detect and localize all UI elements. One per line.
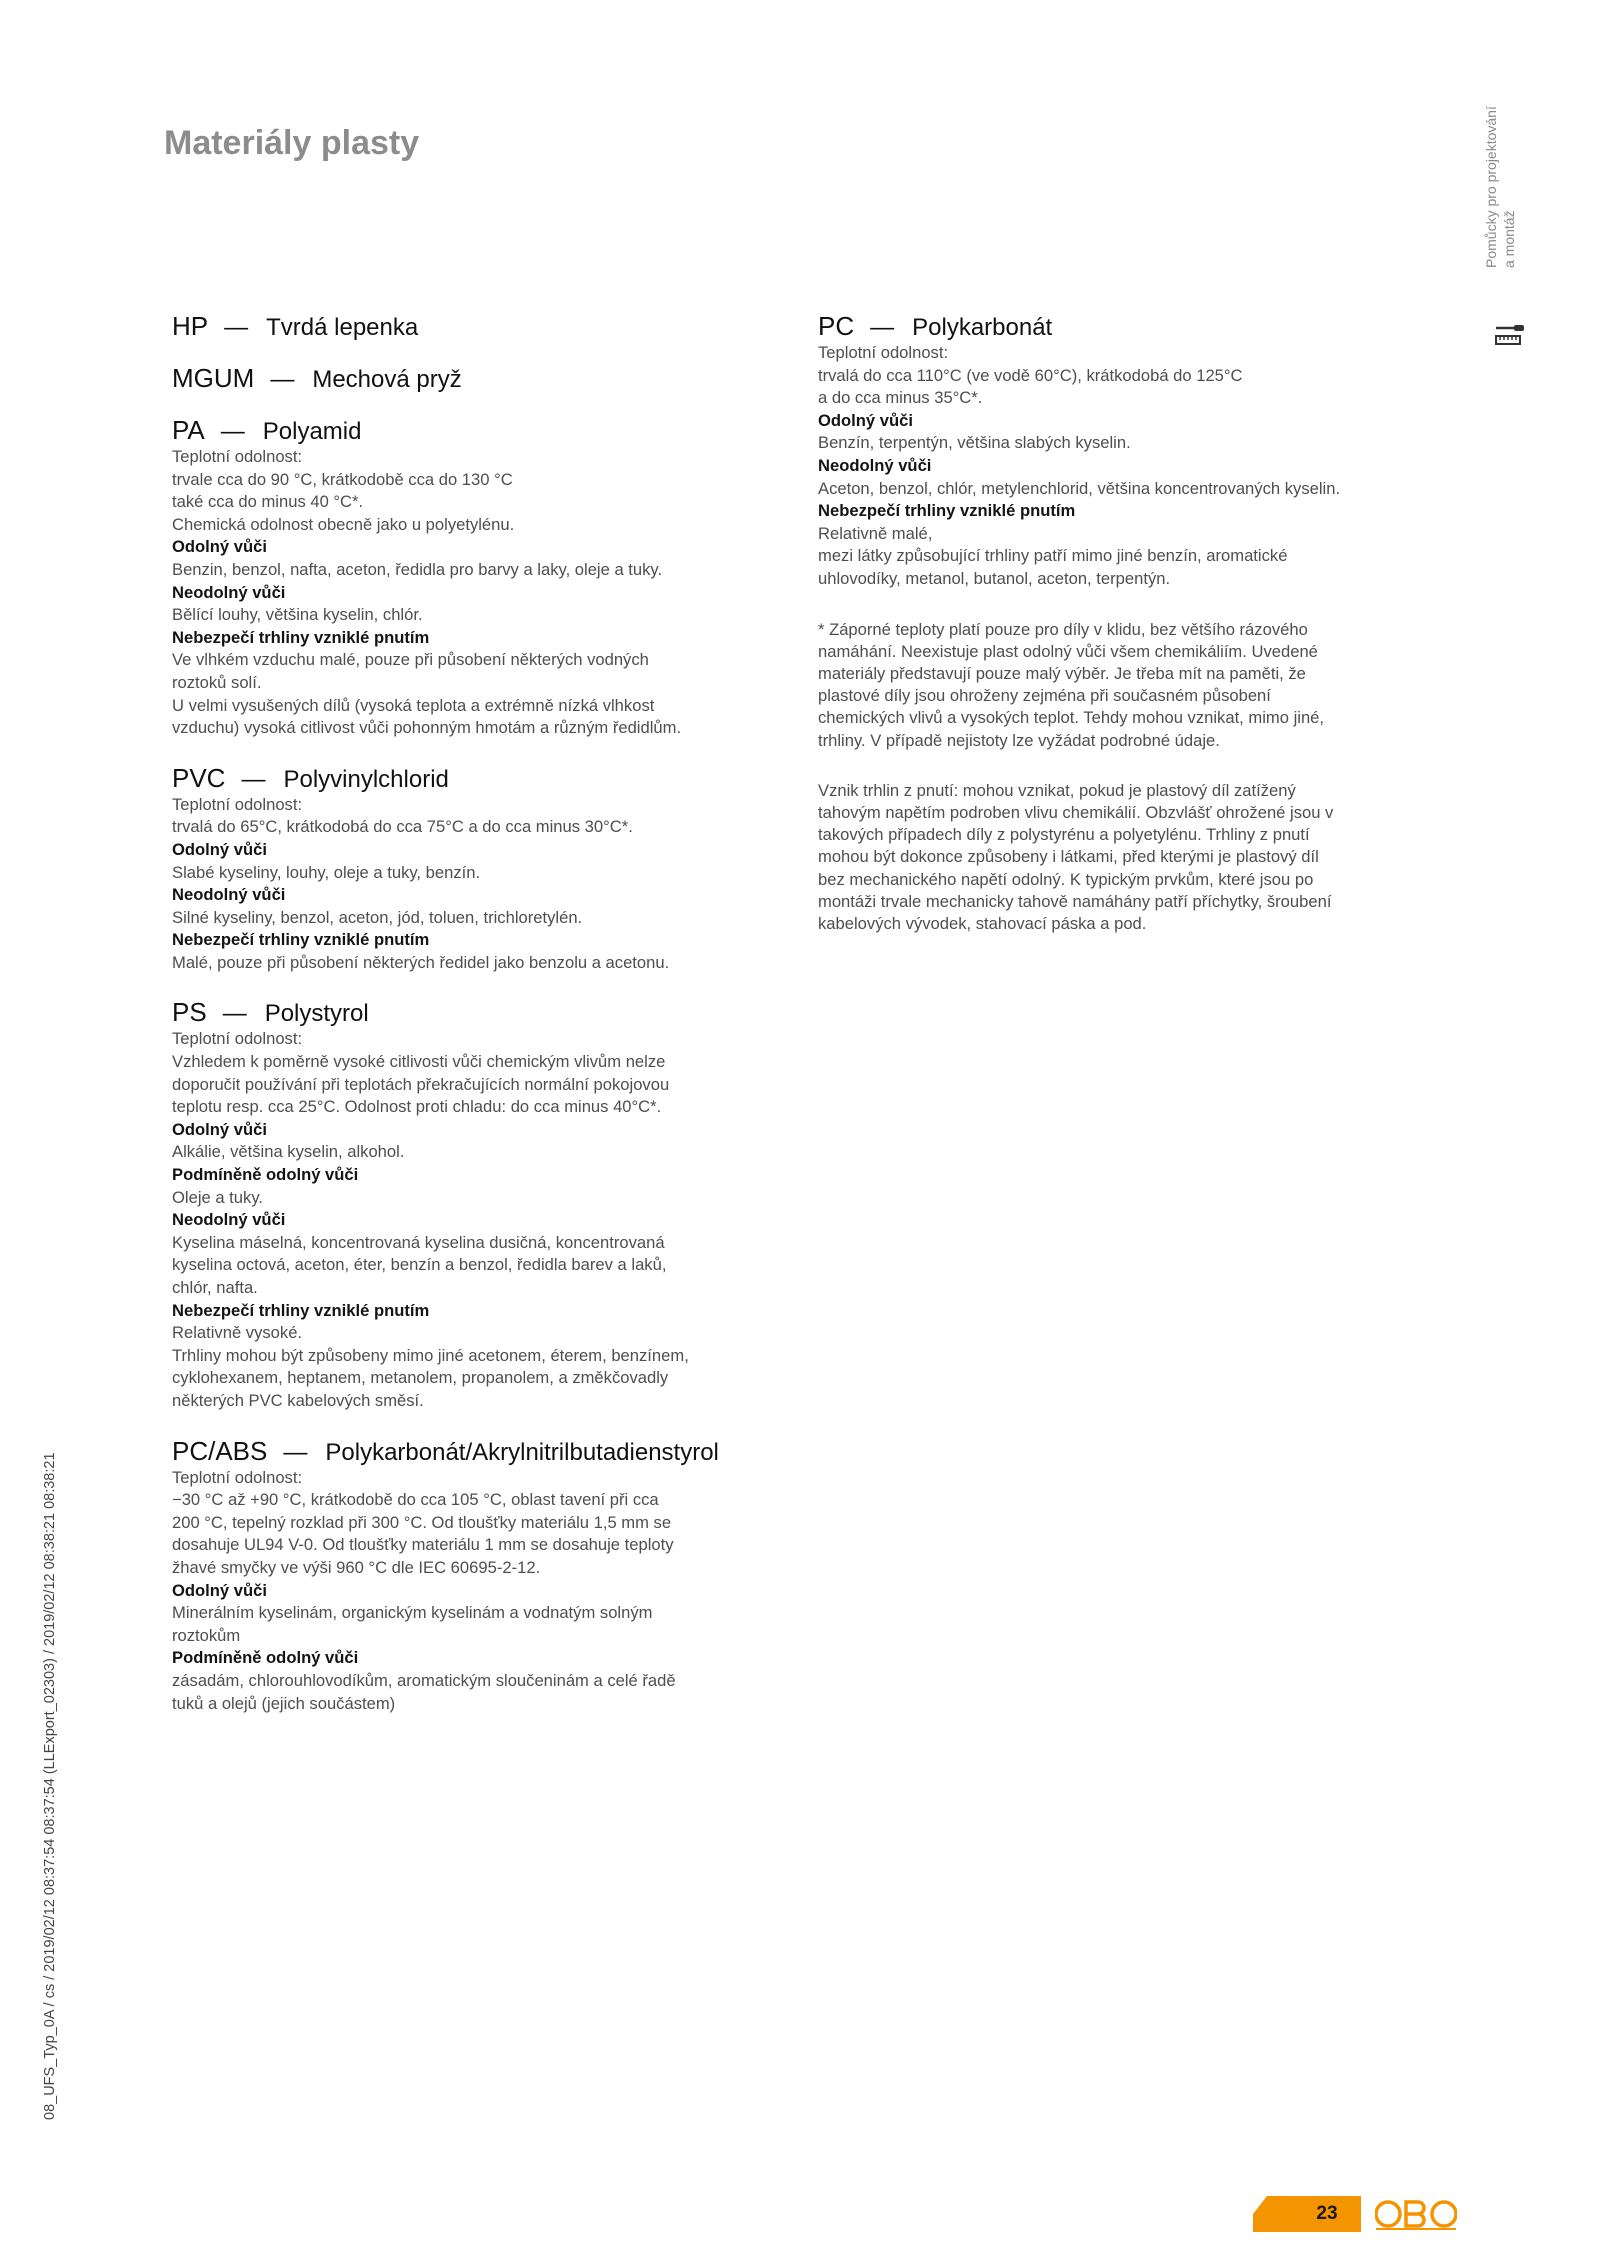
material-heading (818, 312, 1438, 342)
text-line: trvalá do 65°C, krátkodobá do cca 75°C a do cca minus 30°C*. (172, 817, 633, 837)
text-line: Kyselina máselná, koncentrovaná kyselina dusičná, koncentrovaná (172, 1232, 665, 1252)
material-heading (172, 312, 812, 342)
text-line: a do cca minus 35°C*. (818, 388, 983, 408)
material-name: Polyvinylchlorid (283, 765, 449, 793)
subheading: Neodolný vůči (172, 885, 286, 905)
material-section (172, 1437, 812, 1716)
heading-dash: — (224, 314, 249, 341)
text-line: kyselina octová, aceton, éter, benzín a benzol, ředidla barev a laků, (172, 1255, 667, 1275)
subheading: Odolný vůči (172, 1119, 267, 1139)
text-line: 200 °C, tepelný rozklad při 300 °C. Od tloušťky materiálu 1,5 mm se (172, 1512, 672, 1532)
text-line: zásadám, chlorouhlovodíkům, aromatickým sloučeninám a celé řadě (172, 1670, 676, 1690)
note-line: * Záporné teploty platí pouze pro díly v klidu, bez většího rázového (818, 619, 1308, 639)
material-heading (172, 364, 812, 394)
material-section (172, 312, 812, 342)
subheading: Podmíněně odolný vůči (172, 1165, 359, 1185)
material-heading (172, 764, 812, 794)
material-heading (172, 1437, 812, 1467)
left-column (172, 312, 812, 1739)
print-metadata: 08_UFS_Typ_0A / cs / 2019/02/12 08:37:54 08:37:54 (LLExport_02303) / 2019/02/12 08:38:21 08:38:21 (42, 1452, 58, 2120)
note-line: plastové díly jsou ohroženy zejména při současném působení (818, 686, 1271, 706)
material-code: PC (818, 311, 855, 341)
material-heading (172, 998, 812, 1028)
text-line: Benzin, benzol, nafta, aceton, ředidla pro barvy a laky, oleje a tuky. (172, 559, 663, 579)
text-line: Teplotní odolnost: (172, 794, 303, 814)
material-heading (172, 416, 812, 446)
material-name: Polykarbonát (912, 314, 1053, 341)
obo-logo (1375, 2197, 1457, 2231)
text-line: Minerálním kyselinám, organickým kyselinám a vodnatým solným (172, 1603, 653, 1623)
footnote (818, 619, 1438, 752)
text-line: dosahuje UL94 V-0. Od tloušťky materiálu 1 mm se dosahuje teploty (172, 1535, 674, 1555)
heading-dash: — (220, 418, 245, 445)
material-name: Polykarbonát/Akrylnitrilbutadienstyrol (325, 1438, 719, 1466)
screwdriver-ruler-icon (1494, 324, 1530, 352)
text-line: žhavé smyčky ve výši 960 °C dle IEC 60695-2-12. (172, 1557, 541, 1577)
subheading: Odolný vůči (172, 1580, 267, 1600)
material-code: PA (172, 415, 205, 445)
text-line: U velmi vysušených dílů (vysoká teplota a extrémně nízká vlhkost (172, 695, 655, 715)
text-line: uhlovodíky, metanol, butanol, aceton, terpentýn. (818, 568, 1171, 588)
material-section (172, 364, 812, 394)
text-line: mezi látky způsobující trhliny patří mimo jiné benzín, aromatické (818, 546, 1288, 566)
note-line: montáži trvale mechanicky tahově namáhány patří příchytky, šroubení (818, 891, 1332, 911)
text-line: trvale cca do 90 °C, krátkodobě cca do 130 °C (172, 469, 513, 489)
material-section (172, 416, 812, 740)
text-line: Slabé kyseliny, louhy, oleje a tuky, benzín. (172, 862, 481, 882)
text-line: chlór, nafta. (172, 1278, 258, 1297)
subheading: Nebezpečí trhliny vzniklé pnutím (818, 501, 1076, 521)
side-note-line: a montáž (1501, 210, 1517, 268)
note-line: kabelových vývodek, stahovací páska a pod. (818, 913, 1147, 933)
page-number: 23 (1316, 2203, 1338, 2224)
text-line: Teplotní odolnost: (172, 447, 303, 466)
text-line: Aceton, benzol, chlór, metylenchlorid, většina koncentrovaných kyselin. (818, 478, 1341, 498)
subheading: Odolný vůči (172, 839, 267, 859)
note-line: namáhání. Neexistuje plast odolný vůči všem chemikáliím. Uvedené (818, 641, 1318, 661)
text-line: Alkálie, většina kyselin, alkohol. (172, 1142, 405, 1162)
text-line: Benzín, terpentýn, většina slabých kyselin. (818, 433, 1131, 453)
text-line: Trhliny mohou být způsobeny mimo jiné acetonem, éterem, benzínem, (172, 1345, 689, 1365)
text-line: roztoků solí. (172, 672, 262, 692)
side-note-line: Pomůcky pro projektování (1483, 106, 1499, 268)
note-line: tahovým napětím podroben vlivu chemikálií. Obzvlášť ohrožené jsou v (818, 802, 1334, 822)
subheading: Neodolný vůči (172, 1210, 286, 1230)
chapter-side-note (1482, 68, 1518, 268)
subheading: Nebezpečí trhliny vzniklé pnutím (172, 1300, 430, 1320)
right-column (818, 312, 1438, 935)
subheading: Podmíněně odolný vůči (172, 1648, 359, 1668)
note-line: mohou být dokonce způsobeny i látkami, před kterými je plastový díl (818, 847, 1319, 867)
note-line: takových případech díly z polystyrénu a polyetylénu. Trhliny z pnutí (818, 825, 1310, 845)
heading-dash: — (222, 1000, 247, 1028)
text-line: Bělící louhy, většina kyselin, chlór. (172, 605, 423, 625)
text-line: roztokům (172, 1625, 241, 1645)
text-line: Teplotní odolnost: (818, 343, 949, 362)
subheading: Nebezpečí trhliny vzniklé pnutím (172, 627, 430, 647)
material-name: Mechová pryž (312, 366, 462, 393)
note-line: Vznik trhlin z pnutí: mohou vznikat, pokud je plastový díl zatížený (818, 780, 1296, 800)
text-line: Chemická odolnost obecně jako u polyetylénu. (172, 514, 515, 534)
note-line: bez mechanického napětí odolný. K typickým prvkům, které jsou po (818, 869, 1314, 889)
page-title: Materiály plasty (164, 124, 420, 162)
text-line: také cca do minus 40 °C*. (172, 492, 364, 512)
subheading: Neodolný vůči (172, 582, 286, 602)
subheading: Odolný vůči (818, 410, 913, 430)
heading-dash: — (870, 314, 895, 341)
text-line: některých PVC kabelových směsí. (172, 1390, 424, 1410)
heading-dash: — (241, 765, 266, 793)
material-name: Tvrdá lepenka (266, 314, 419, 341)
text-line: teplotu resp. cca 25°C. Odolnost proti chladu: do cca minus 40°C*. (172, 1097, 662, 1117)
text-line: Teplotní odolnost: (172, 1467, 303, 1487)
text-line: Silné kyseliny, benzol, aceton, jód, toluen, trichloretylén. (172, 907, 583, 927)
subheading: Neodolný vůči (818, 455, 932, 475)
material-code: PVC (172, 762, 226, 793)
text-line: −30 °C až +90 °C, krátkodobě do cca 105 °C, oblast tavení při cca (172, 1490, 659, 1510)
heading-dash: — (270, 366, 295, 393)
text-line: Relativně malé, (818, 523, 933, 543)
text-line: doporučit používání při teplotách překračujících normální pokojovou (172, 1074, 670, 1094)
material-code: PS (172, 997, 207, 1028)
text-line: Malé, pouze při působení některých ředidel jako benzolu a acetonu. (172, 952, 670, 972)
text-line: Oleje a tuky. (172, 1187, 263, 1207)
text-line: trvalá do cca 110°C (ve vodě 60°C), krátkodobá do 125°C (818, 365, 1243, 385)
text-line: cyklohexanem, heptanem, metanolem, propanolem, a změkčovadly (172, 1368, 669, 1388)
subheading: Odolný vůči (172, 537, 267, 557)
text-line: Teplotní odolnost: (172, 1029, 303, 1049)
material-code: MGUM (172, 363, 255, 393)
material-name: Polystyrol (264, 1000, 369, 1028)
note-line: materiály představují pouze malý výběr. Je třeba mít na paměti, že (818, 663, 1306, 683)
note-line: chemických vlivů a vysokých teplot. Tehdy mohou vznikat, mimo jiné, (818, 708, 1325, 728)
footnote (818, 780, 1438, 935)
material-section (172, 998, 812, 1412)
text-line: Relativně vysoké. (172, 1323, 303, 1343)
text-line: tuků a olejů (jejich součástem) (172, 1693, 396, 1713)
heading-dash: — (283, 1438, 308, 1466)
note-line: trhliny. V případě nejistoty lze vyžádat podrobné údaje. (818, 730, 1220, 750)
material-name: Polyamid (262, 418, 362, 445)
subheading: Nebezpečí trhliny vzniklé pnutím (172, 930, 430, 950)
material-section (172, 764, 812, 975)
material-section (818, 312, 1438, 591)
text-line: vzduchu) vysoká citlivost vůči pohonným hmotám a různým ředidlům. (172, 718, 682, 738)
material-code: HP (172, 311, 209, 341)
text-line: Ve vlhkém vzduchu malé, pouze při působení některých vodných (172, 650, 649, 670)
text-line: Vzhledem k poměrně vysoké citlivosti vůči chemickým vlivům nelze (172, 1052, 666, 1072)
material-code: PC/ABS (172, 1435, 268, 1466)
